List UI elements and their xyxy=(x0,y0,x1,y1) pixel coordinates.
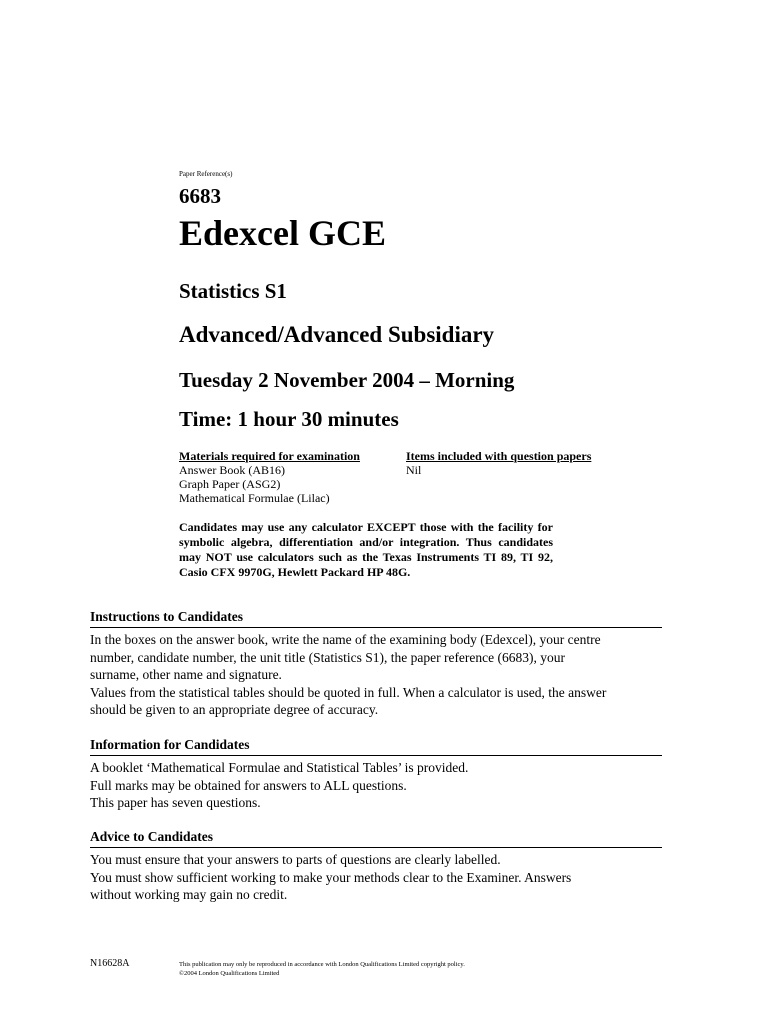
instructions-line: should be given to an appropriate degree of accuracy. xyxy=(90,702,379,717)
advice-line: You must show sufficient working to make your methods clear to the Examiner. Answers xyxy=(90,869,572,885)
materials-item: Graph Paper (ASG2) xyxy=(179,477,281,491)
materials-item: Answer Book (AB16) xyxy=(179,463,285,477)
exam-date: Tuesday 2 November 2004 – Morning xyxy=(179,368,515,392)
information-line: This paper has seven questions. xyxy=(90,795,261,810)
materials-required xyxy=(179,449,379,505)
instructions-line: In the boxes on the answer book, write the name of the examining body (Edexcel), your centre xyxy=(90,632,601,647)
paper-code: 6683 xyxy=(179,184,221,208)
information-heading: Information for Candidates xyxy=(90,737,662,756)
instructions-line: number, candidate number, the unit title (Statistics S1), the paper reference (6683), your xyxy=(90,649,566,665)
information-line: A booklet ‘Mathematical Formulae and Statistical Tables’ is provided. xyxy=(90,760,469,775)
materials-heading: Materials required for examination xyxy=(179,449,360,463)
exam-duration: Time: 1 hour 30 minutes xyxy=(179,407,399,431)
footer-copyright xyxy=(179,960,465,978)
paper-reference-label: Paper Reference(s) xyxy=(179,170,233,178)
instructions-line: surname, other name and signature. xyxy=(90,667,282,682)
items-included-heading: Items included with question papers xyxy=(406,449,592,463)
level-title: Advanced/Advanced Subsidiary xyxy=(179,322,495,347)
advice-section xyxy=(90,829,662,904)
information-section xyxy=(90,737,662,812)
information-line: Full marks may be obtained for answers to ALL questions. xyxy=(90,777,407,793)
calculator-note: Candidates may use any calculator EXCEPT those with the facility for symbolic algebra, differentiation and/or integration. Thus candidates may NOT use calculators such as the Texas Instruments TI 89, TI 92, Casio CFX 9970G, Hewlett Packard HP 48G. xyxy=(179,520,553,579)
items-included xyxy=(406,449,626,477)
items-included-item: Nil xyxy=(406,463,422,477)
footer-paper-code: N16628A xyxy=(90,958,130,969)
exam-board-title: Edexcel GCE xyxy=(179,213,386,253)
subject-title: Statistics S1 xyxy=(179,279,287,303)
copyright-notice: ©2004 London Qualifications Limited xyxy=(179,970,280,977)
instructions-section xyxy=(90,609,662,719)
advice-heading: Advice to Candidates xyxy=(90,829,662,848)
copyright-policy: This publication may only be reproduced in accordance with London Qualifications Limited copyright policy. xyxy=(179,961,465,968)
materials-item: Mathematical Formulae (Lilac) xyxy=(179,491,330,505)
instructions-heading: Instructions to Candidates xyxy=(90,609,662,628)
advice-line: without working may gain no credit. xyxy=(90,887,288,902)
advice-line: You must ensure that your answers to parts of questions are clearly labelled. xyxy=(90,852,501,867)
instructions-line: Values from the statistical tables should be quoted in full. When a calculator is used, the answer xyxy=(90,684,607,700)
